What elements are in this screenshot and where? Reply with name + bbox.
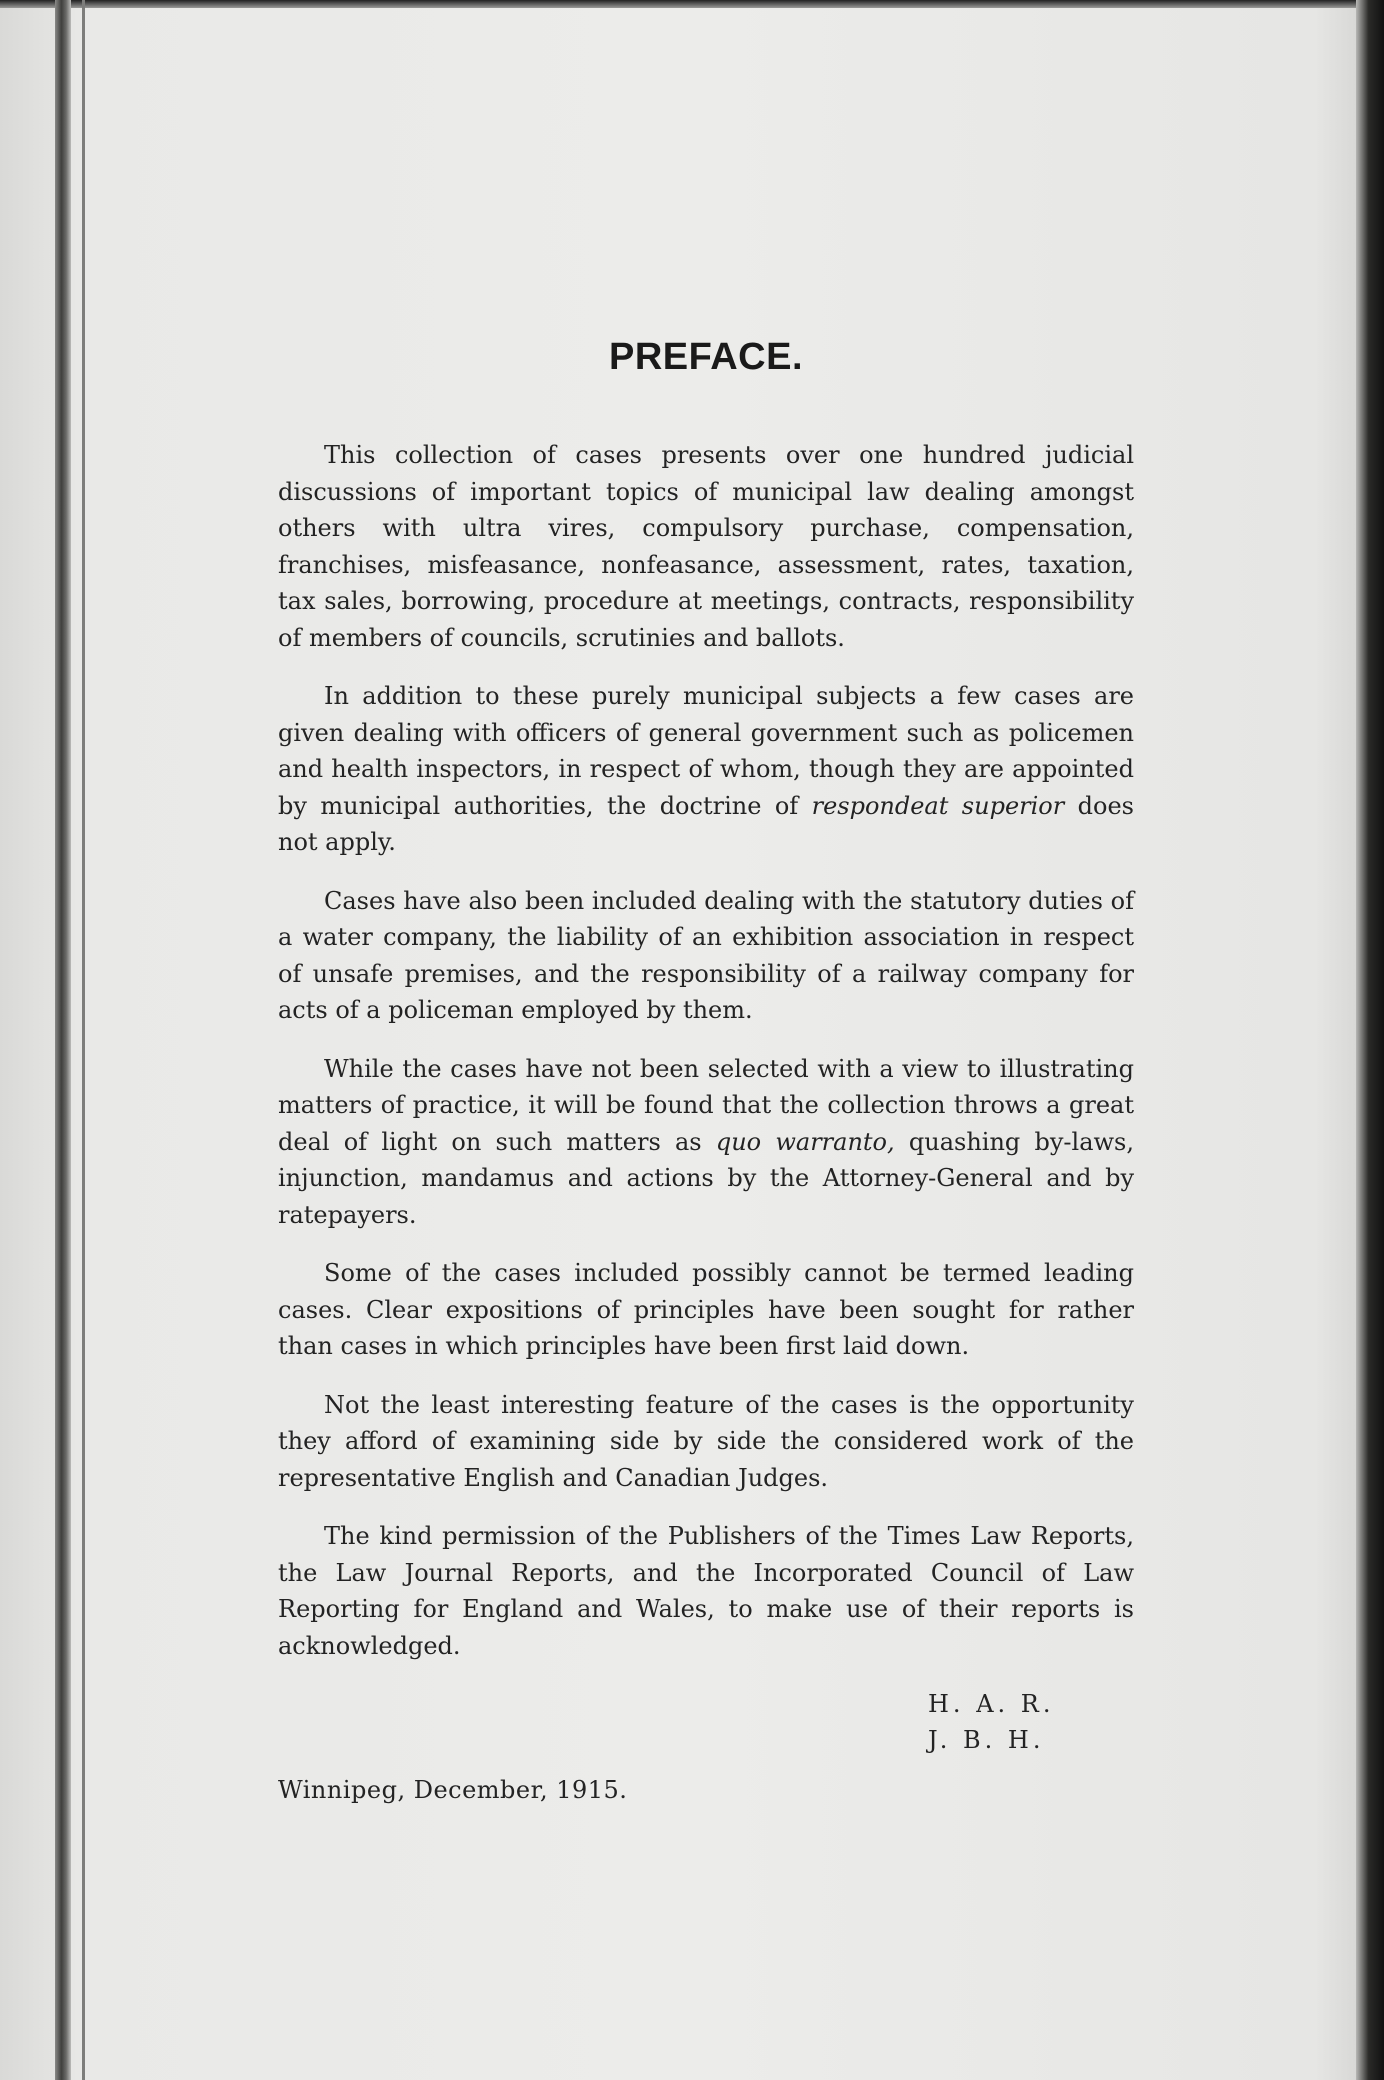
paragraph-text: In addition to these purely municipal subjects a few cases are given dealing with officers of general government such as policemen and health inspectors, in respect of whom, though they are appointed by municipal authorities, the doctrine of bbox=[278, 682, 1134, 820]
author-initials bbox=[928, 1686, 1134, 1758]
signature-line: H. A. R. bbox=[928, 1690, 1055, 1718]
book-spine-shadow bbox=[55, 0, 71, 2080]
italic-latin-term: quo warranto, bbox=[715, 1127, 895, 1156]
page-right-edge bbox=[1356, 0, 1384, 2080]
page-gutter-line bbox=[82, 0, 85, 2080]
paragraph-text: While the cases have not been selected with a view to illustrating matters of practice, it will be found that the collection throws a great deal of light on such matters as bbox=[278, 1054, 1134, 1156]
preface-paragraph bbox=[278, 1518, 1134, 1664]
paragraph-text: Some of the cases included possibly cannot be termed leading cases. Clear expositions of principles have been sought for rather than cases in which principles have been first laid down. bbox=[278, 1259, 1134, 1360]
paragraph-text: does not apply. bbox=[278, 791, 1134, 856]
preface-paragraph bbox=[278, 883, 1134, 1029]
paragraph-text: Not the least interesting feature of the cases is the opportunity they afford of examining side by side the considered work of the representative English and Canadian Judges. bbox=[278, 1390, 1134, 1492]
place-and-date: Winnipeg, December, 1915. bbox=[278, 1776, 628, 1804]
paragraph-text: Cases have also been included dealing with the statutory duties of a water company, the liability of an exhibition association in respect of unsafe premises, and the responsibility of a railway company for acts of a policeman employed by them. bbox=[278, 886, 1134, 1024]
italic-latin-term: respondeat superior bbox=[811, 791, 1065, 820]
preface-paragraph bbox=[278, 437, 1134, 656]
preface-body bbox=[278, 437, 1134, 1664]
paragraph-text: quashing by-laws, injunction, mandamus and actions by the Attorney-General and by ratepayers. bbox=[278, 1127, 1134, 1229]
preface-content bbox=[278, 336, 1134, 1808]
preface-paragraph bbox=[278, 1387, 1134, 1497]
page-top-edge bbox=[0, 0, 1384, 8]
signature-line: J. B. H. bbox=[928, 1726, 1045, 1754]
page-title: PREFACE. bbox=[608, 336, 804, 378]
preface-paragraph bbox=[278, 1051, 1134, 1234]
paragraph-text: This collection of cases presents over one hundred judicial discussions of important topics of municipal law dealing amongst others with ultra vires, compulsory purchase, compensation, franchises, misfeasance, nonfeasance, assessment, rates, taxation, tax sales, borrowing, procedure at meetings, contracts, responsibility of members of councils, scrutinies and ballots. bbox=[278, 441, 1134, 652]
preface-paragraph bbox=[278, 1255, 1134, 1365]
preface-paragraph bbox=[278, 678, 1134, 861]
paragraph-text: The kind permission of the Publishers of the Times Law Reports, the Law Journal Reports, and the Incorporated Council of Law Reporting for England and Wales, to make use of their reports is acknowledged. bbox=[278, 1522, 1134, 1660]
